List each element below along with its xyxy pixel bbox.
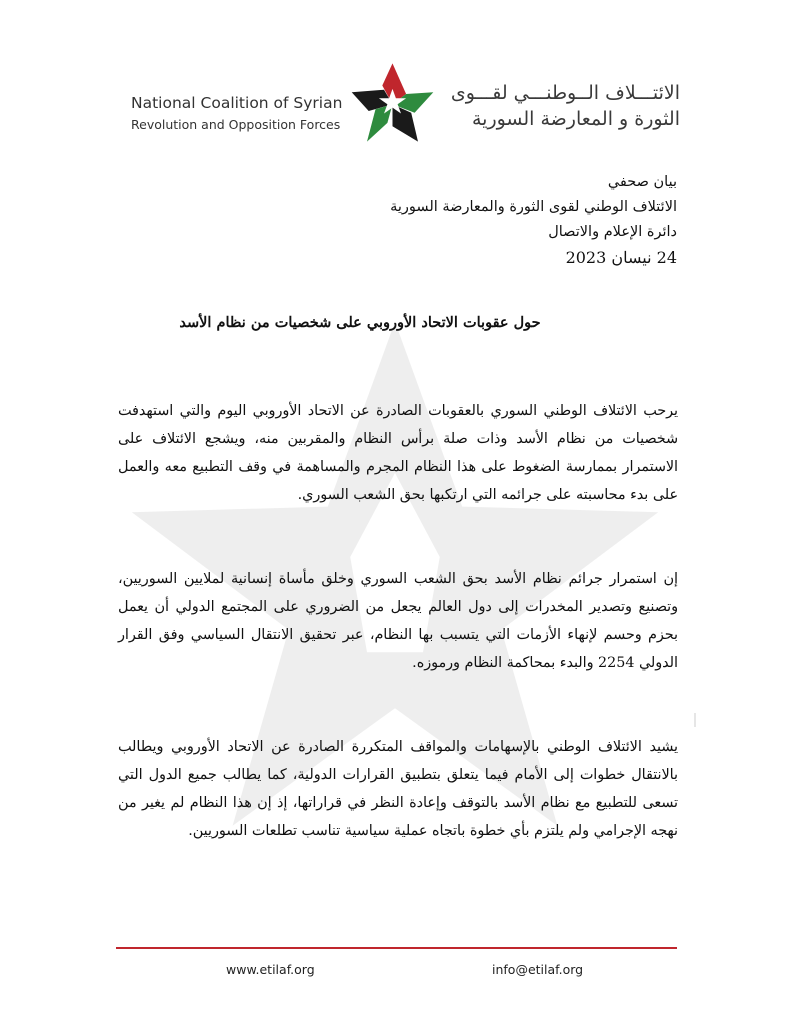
department: دائرة الإعلام والاتصال [548, 224, 677, 240]
org-name-arabic [440, 80, 680, 132]
org-name-ar-line2: الثورة و المعارضة السورية [471, 108, 680, 130]
footer-email-link[interactable]: info@etilaf.org [492, 962, 584, 977]
org-name-en-line1: National Coalition of Syrian [131, 94, 343, 112]
body-paragraph-1: يرحب الائتلاف الوطني السوري بالعقوبات الصادرة عن الاتحاد الأوروبي اليوم والتي استهدفت شخصيات من نظام الأسد وذات صلة برأس النظام والمقربين منه، ويشجع الائتلاف على الاستمرار بممارسة الضغوط على هذا النظام المجرم والمساهمة في وقف التطبيع معه والعمل على بدء محاسبته على جرائمه التي ارتكبها بحق الشعب السوري. [118, 403, 678, 503]
coalition-star-logo-icon [350, 60, 435, 145]
issuer: الائتلاف الوطني لقوى الثورة والمعارضة السورية [390, 199, 677, 215]
footer-website-link[interactable]: www.etilaf.org [226, 962, 315, 977]
body-paragraph-3: يشيد الائتلاف الوطني بالإسهامات والمواقف المتكررة الصادرة عن الاتحاد الأوروبي ويطالب بالانتقال خطوات إلى الأمام فيما يتعلق بتطبيق القرارات الدولية، كما يطالب جميع الدول التي تسعى للتطبيع مع نظام الأسد بالتوقف وإعادة النظر في قراراتها، إذ إن هذا النظام لم يغير من نهجه الإجرامي ولم يلتزم بأي خطوة باتجاه عملية سياسية تناسب تطلعات السوريين. [118, 739, 678, 839]
body-paragraph-2: إن استمرار جرائم نظام الأسد بحق الشعب السوري وخلق مأساة إنسانية لملايين السوريين، وتصنيع وتصدير المخدرات إلى دول العالم يجعل من الضروري على المجتمع الدولي أن يعمل بحزم وحسم لإنهاء الأزمات التي يتسبب بها النظام، عبر تحقيق الانتقال السياسي وفق القرار الدولي 2254 والبدء بمحاكمة النظام ورموزه. [118, 571, 678, 671]
org-name-english [131, 93, 346, 135]
letterhead [0, 60, 791, 150]
footer-divider [116, 947, 677, 949]
statement-title: حول عقوبات الاتحاد الأوروبي على شخصيات من نظام الأسد [179, 314, 541, 331]
org-name-en-line2: Revolution and Opposition Forces [131, 117, 341, 132]
org-name-ar-line1: الائتـــلاف الــوطنـــي لقـــوى [450, 82, 680, 104]
margin-mark [694, 713, 696, 727]
document-date: 24 نيسان 2023 [565, 248, 677, 267]
document-type: بيان صحفي [607, 174, 677, 190]
document-meta [277, 170, 677, 270]
